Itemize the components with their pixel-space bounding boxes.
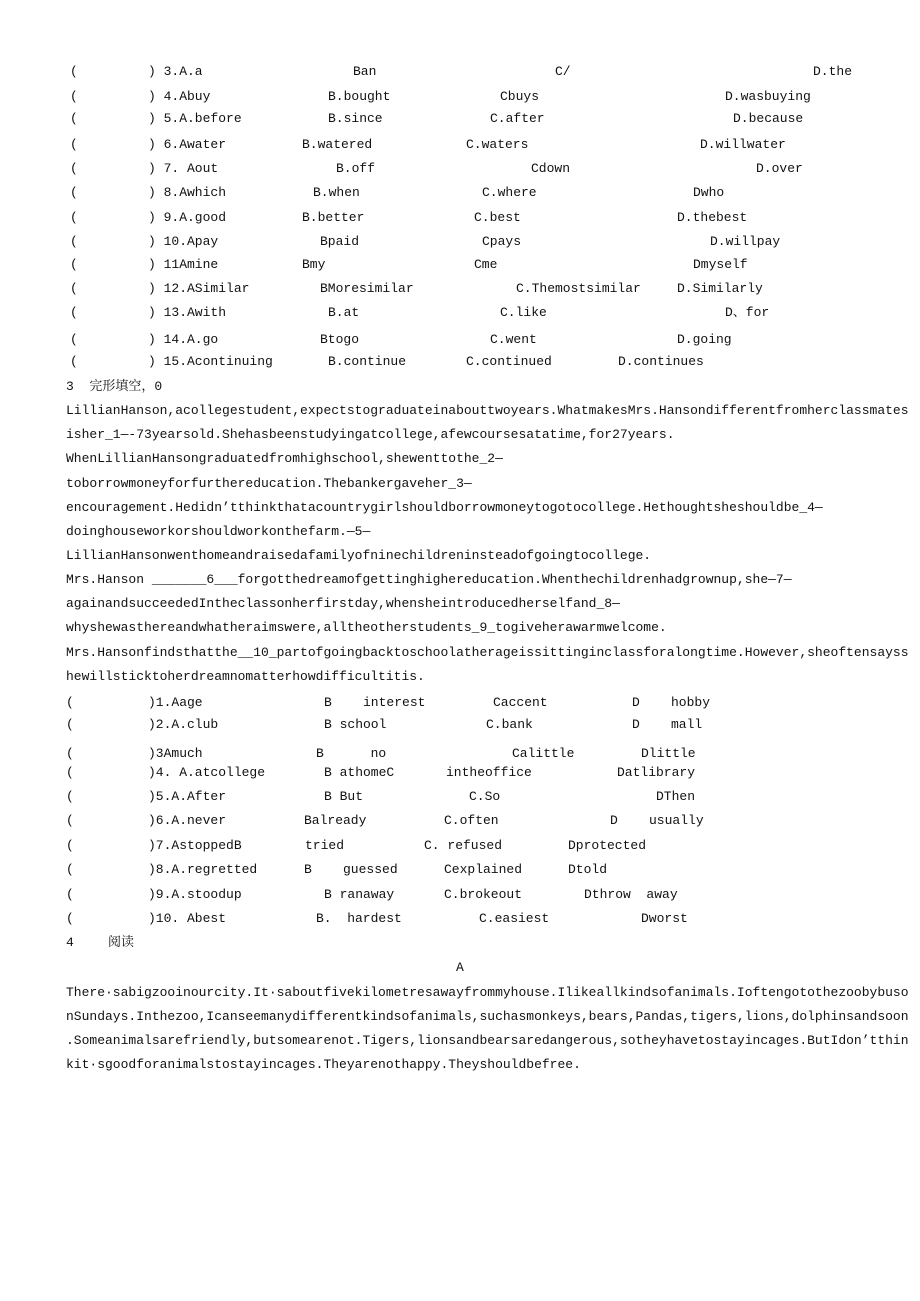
option-b: Bpaid xyxy=(320,234,360,249)
passage-line: encouragement.Hedidn’tthinkthatacountrygirlshouldborrowmoneytogotocollege.Hethoughtsheshouldbe_4— xyxy=(66,500,823,515)
option-d: D.because xyxy=(733,111,804,126)
option-c: C.waters xyxy=(466,137,529,152)
option-c: Caccent xyxy=(493,695,548,710)
answer-blank: ( xyxy=(66,746,74,761)
option-a: ) 14.A.go xyxy=(148,332,219,347)
option-c: C.best xyxy=(474,210,521,225)
option-a: ) 6.Awater xyxy=(148,137,227,152)
answer-blank: ( xyxy=(66,911,74,926)
option-d: Dmyself xyxy=(693,257,748,272)
option-b: B.better xyxy=(302,210,365,225)
passage-line: Mrs.Hanson _______6___forgotthedreamofgettinghighereducation.Whenthechildrenhadgrownup,she—7— xyxy=(66,572,792,587)
option-d: D hobby xyxy=(632,695,711,710)
option-d: D.going xyxy=(677,332,732,347)
section-heading: 阅读 xyxy=(108,935,135,950)
option-b: B athomeC xyxy=(324,765,395,780)
answer-blank: ( xyxy=(70,64,78,79)
option-b: Balready xyxy=(304,813,367,828)
answer-blank: ( xyxy=(70,332,78,347)
answer-blank: ( xyxy=(66,887,74,902)
option-a: )7.AstoppedB xyxy=(148,838,242,853)
option-d: D、for xyxy=(725,305,770,320)
option-d: D.wasbuying xyxy=(725,89,811,104)
option-c: C.often xyxy=(444,813,499,828)
option-b: B no xyxy=(316,746,387,761)
option-c: C.So xyxy=(469,789,501,804)
answer-blank: ( xyxy=(66,862,74,877)
option-c: C.like xyxy=(500,305,547,320)
option-d: Dthrow away xyxy=(584,887,678,902)
option-b: Ban xyxy=(353,64,377,79)
passage-line: doinghouseworkorshouldworkonthefarm.—5— xyxy=(66,524,371,539)
option-a: )8.A.regretted xyxy=(148,862,258,877)
passage-line: .Someanimalsarefriendly,butsomearenot.Tigers,lionsandbearsaredangerous,sotheyhavetostayincages.ButIdon’tthin xyxy=(66,1033,909,1048)
option-c: Cdown xyxy=(531,161,571,176)
option-b: tried xyxy=(305,838,345,853)
answer-blank: ( xyxy=(66,789,74,804)
option-c: Cexplained xyxy=(444,862,523,877)
option-a: ) 10.Apay xyxy=(148,234,219,249)
option-c: C.where xyxy=(482,185,537,200)
option-c: C.went xyxy=(490,332,537,347)
option-b: B.watered xyxy=(302,137,373,152)
option-d: Dtold xyxy=(568,862,608,877)
passage-line: There·sabigzooinourcity.It·saboutfivekilometresawayfrommyhouse.Ilikeallkindsofanimals.Ioftengotothezoobybuso xyxy=(66,985,909,1000)
option-b: B.since xyxy=(328,111,383,126)
option-d: D.willpay xyxy=(710,234,781,249)
option-a: )2.A.club xyxy=(148,717,219,732)
passage-line: Mrs.Hansonfindsthatthe__10_partofgoingbacktoschoolatherageissittinginclassforalongtime.However,sheoftensayss xyxy=(66,645,909,660)
answer-blank: ( xyxy=(70,354,78,369)
option-d: Dprotected xyxy=(568,838,647,853)
option-d: D.the xyxy=(813,64,853,79)
answer-blank: ( xyxy=(70,305,78,320)
option-a: ) 9.A.good xyxy=(148,210,227,225)
option-a: ) 13.Awith xyxy=(148,305,227,320)
option-b: Btogo xyxy=(320,332,360,347)
option-c: C. refused xyxy=(424,838,503,853)
passage-line: nSundays.Inthezoo,Icanseemanydifferentkindsofanimals,suchasmonkeys,bears,Pandas,tigers,lions,dolphinsandsoon xyxy=(66,1009,909,1024)
option-c: Cbuys xyxy=(500,89,540,104)
option-a: ) 12.ASimilar xyxy=(148,281,250,296)
answer-blank: ( xyxy=(66,765,74,780)
option-c: Calittle xyxy=(512,746,575,761)
option-c: C/ xyxy=(555,64,571,79)
option-a: )4. A.atcollege xyxy=(148,765,266,780)
option-b: B interest xyxy=(324,695,426,710)
option-b: B.when xyxy=(313,185,360,200)
option-c: intheoffice xyxy=(446,765,532,780)
answer-blank: ( xyxy=(70,89,78,104)
option-b: B.bought xyxy=(328,89,391,104)
option-b: BMoresimilar xyxy=(320,281,414,296)
option-c: Cme xyxy=(474,257,498,272)
option-d: D.Similarly xyxy=(677,281,763,296)
section-heading: 3 完形填空，0 xyxy=(66,379,163,394)
passage-line: againandsucceededIntheclassonherfirstday,whensheintroducedherselfand_8— xyxy=(66,596,620,611)
answer-blank: ( xyxy=(70,185,78,200)
answer-blank: ( xyxy=(70,281,78,296)
option-c: C.Themostsimilar xyxy=(516,281,641,296)
passage-line: LillianHansonwenthomeandraisedafamilyofninechildreninsteadofgoingtocollege. xyxy=(66,548,652,563)
passage-line: WhenLillianHansongraduatedfromhighschool,shewenttothe_2— xyxy=(66,451,503,466)
answer-blank: ( xyxy=(70,137,78,152)
option-a: )9.A.stoodup xyxy=(148,887,242,902)
passage-line: LillianHanson,acollegestudent,expectstograduateinabouttwoyears.WhatmakesMrs.Hansondifferentfromherclassmates xyxy=(66,403,909,418)
option-c: C.after xyxy=(490,111,545,126)
answer-blank: ( xyxy=(70,210,78,225)
option-a: ) 11Amine xyxy=(148,257,219,272)
option-d: Dworst xyxy=(641,911,688,926)
option-a: )3Amuch xyxy=(148,746,203,761)
passage-line: kit·sgoodforanimalstostayincages.Theyarenothappy.Theyshouldbefree. xyxy=(66,1057,581,1072)
option-d: DThen xyxy=(656,789,696,804)
option-d: D.thebest xyxy=(677,210,748,225)
answer-blank: ( xyxy=(66,695,74,710)
option-d: Datlibrary xyxy=(617,765,696,780)
option-a: ) 3.A.a xyxy=(148,64,203,79)
passage-line: toborrowmoneyforfurthereducation.Thebankergaveher_3— xyxy=(66,476,472,491)
passage-line: whyshewasthereandwhatheraimswere,alltheotherstudents_9_togiveherawarmwelcome. xyxy=(66,620,667,635)
option-b: B.continue xyxy=(328,354,407,369)
option-b: B But xyxy=(324,789,364,804)
option-d: D.continues xyxy=(618,354,704,369)
option-a: )10. Abest xyxy=(148,911,227,926)
option-d: D usually xyxy=(610,813,704,828)
answer-blank: ( xyxy=(66,813,74,828)
option-d: Dwho xyxy=(693,185,725,200)
option-c: C.continued xyxy=(466,354,552,369)
option-b: B. hardest xyxy=(316,911,402,926)
passage-line: isher_1—-73yearsold.Shehasbeenstudyingatcollege,afewcoursesatatime,for27years. xyxy=(66,427,675,442)
option-a: )5.A.After xyxy=(148,789,227,804)
option-c: C.easiest xyxy=(479,911,550,926)
option-a: )1.Aage xyxy=(148,695,203,710)
option-d: D.willwater xyxy=(700,137,786,152)
option-a: ) 4.Abuy xyxy=(148,89,211,104)
passage-line: hewillsticktoherdreamnomatterhowdifficultitis. xyxy=(66,669,425,684)
answer-blank: ( xyxy=(66,717,74,732)
option-b: B school xyxy=(324,717,387,732)
answer-blank: ( xyxy=(70,111,78,126)
answer-blank: ( xyxy=(70,257,78,272)
answer-blank: ( xyxy=(70,161,78,176)
passage-title: A xyxy=(456,960,464,975)
option-a: ) 15.Acontinuing xyxy=(148,354,273,369)
option-c: C.brokeout xyxy=(444,887,523,902)
option-b: B.off xyxy=(336,161,376,176)
option-d: Dlittle xyxy=(641,746,696,761)
answer-blank: ( xyxy=(70,234,78,249)
option-a: ) 7. Aout xyxy=(148,161,219,176)
answer-blank: ( xyxy=(66,838,74,853)
option-b: B guessed xyxy=(304,862,398,877)
option-a: )6.A.never xyxy=(148,813,227,828)
option-c: Cpays xyxy=(482,234,522,249)
option-d: D.over xyxy=(756,161,803,176)
option-b: Bmy xyxy=(302,257,326,272)
option-c: C.bank xyxy=(486,717,533,732)
option-b: B ranaway xyxy=(324,887,395,902)
section-number: 4 xyxy=(66,935,74,950)
option-a: ) 5.A.before xyxy=(148,111,242,126)
option-b: B.at xyxy=(328,305,360,320)
option-a: ) 8.Awhich xyxy=(148,185,227,200)
option-d: D mall xyxy=(632,717,703,732)
